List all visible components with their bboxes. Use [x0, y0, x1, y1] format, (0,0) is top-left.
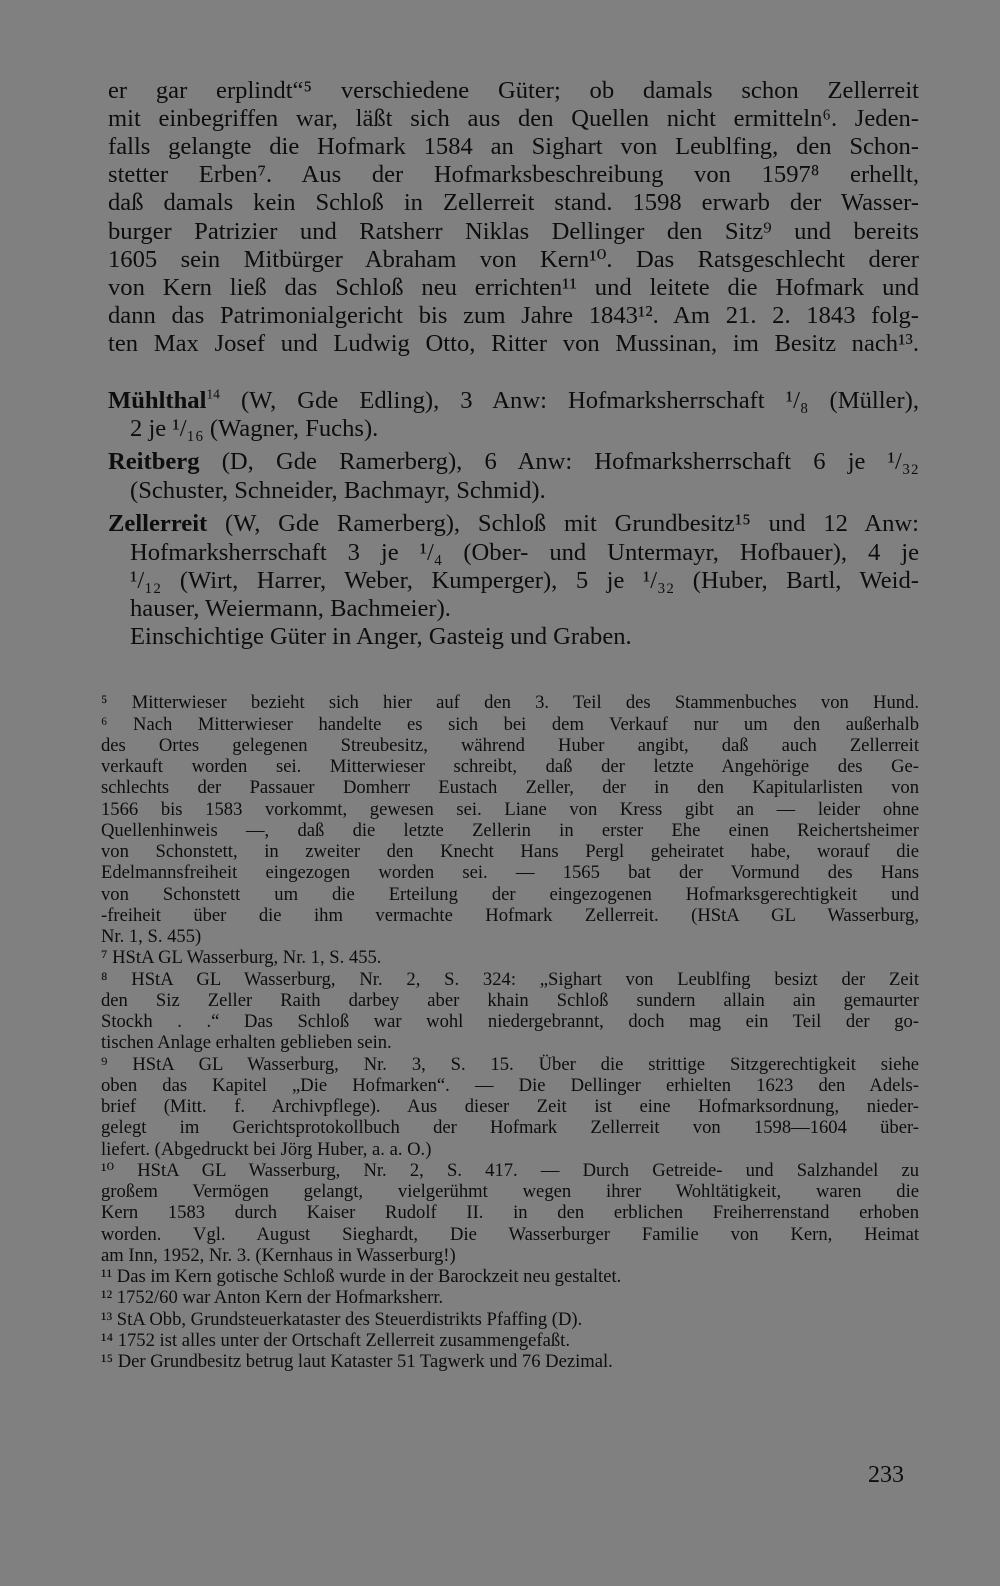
- footnote-line: -freiheit über die ihm vermachte Hofmark Zellerreit. (HStA GL Wasserburg,: [101, 905, 919, 926]
- footnote-line: schlechts der Passauer Domherr Eustach Zeller, der in den Kapitularlisten von: [101, 777, 919, 798]
- footnote-line: Edelmannsfreiheit eingezogen worden sei. — 1565 bat der Vormund des Hans: [101, 862, 919, 883]
- footnote-line: liefert. (Abgedruckt bei Jörg Huber, a. a. O.): [101, 1139, 432, 1160]
- footnote-line: gelegt im Gerichtsprotokollbuch der Hofmark Zellerreit von 1598—1604 über-: [101, 1117, 919, 1138]
- footnote-line: oben das Kapitel „Die Hofmarken“. — Die Dellinger erhielten 1623 den Adels-: [101, 1075, 919, 1096]
- footnote-line: Quellenhinweis —, daß die letzte Zellerin in erster Ehe einen Reichertsheimer: [101, 820, 919, 841]
- body-line: falls gelangte die Hofmark 1584 an Sighart von Leublfing, den Schon-: [108, 133, 919, 160]
- footnote-line: ¹⁴ 1752 ist alles unter der Ortschaft Zellerreit zusammengefaßt.: [101, 1330, 570, 1351]
- footnote-line: 1566 bis 1583 vorkommt, gewesen sei. Liane von Kress gibt an — leider ohne: [101, 799, 919, 820]
- footnote-line: von Schonstett um die Erteilung der eingezogenen Hofmarksgerechtigkeit und: [101, 884, 919, 905]
- entry-name: Reitberg: [108, 448, 200, 475]
- entry-muehlthal: [108, 386, 919, 415]
- footnote-line: großem Vermögen gelangt, vielgerühmt wegen ihrer Wohltätigkeit, waren die: [101, 1181, 919, 1202]
- body-line: daß damals kein Schloß in Zellerreit stand. 1598 erwarb der Wasser-: [108, 189, 919, 216]
- body-line: 1605 sein Mitbürger Abraham von Kern¹⁰. Das Ratsgeschlecht derer: [108, 246, 919, 273]
- body-line: stetter Erben⁷. Aus der Hofmarksbeschreibung von 1597⁸ erhellt,: [108, 161, 919, 188]
- entry-zellerreit: [108, 509, 919, 538]
- entry-text: (W, Gde Edling), 3 Anw: Hofmarksherrschaft ¹/₈ (Müller),: [240, 387, 919, 414]
- body-line: ten Max Josef und Ludwig Otto, Ritter von Mussinan, im Besitz nach¹³.: [108, 330, 919, 357]
- footnote-line: ⁶ Nach Mitterwieser handelte es sich bei dem Verkauf nur um den außerhalb: [101, 714, 919, 735]
- body-line: burger Patrizier und Ratsherr Niklas Dellinger den Sitz⁹ und bereits: [108, 218, 919, 245]
- footnote-line: ⁵ Mitterwieser bezieht sich hier auf den 3. Teil des Stammenbuches von Hund.: [101, 692, 919, 713]
- footnote-line: verkauft worden sei. Mitterwieser schreibt, daß der letzte Angehörige des Ge-: [101, 756, 919, 777]
- footnote-line: ⁷ HStA GL Wasserburg, Nr. 1, S. 455.: [101, 947, 382, 968]
- footnote-line: brief (Mitt. f. Archivpflege). Aus dieser Zeit ist eine Hofmarksordnung, nieder-: [101, 1096, 919, 1117]
- footnote-line: von Schonstett, in zweiter den Knecht Hans Pergl geheiratet habe, worauf die: [101, 841, 919, 862]
- footnote-line: Kern 1583 durch Kaiser Rudolf II. in den erblichen Freiherrenstand erhoben: [101, 1202, 919, 1223]
- footnote-line: ¹⁰ HStA GL Wasserburg, Nr. 2, S. 417. — Durch Getreide- und Salzhandel zu: [101, 1160, 919, 1181]
- footnote-line: ⁹ HStA GL Wasserburg, Nr. 3, S. 15. Über die strittige Sitzgerechtigkeit siehe: [101, 1054, 919, 1075]
- entry-line: Hofmarksherrschaft 3 je ¹/₄ (Ober- und Untermayr, Hofbauer), 4 je: [130, 539, 919, 566]
- footnote-line: ¹⁵ Der Grundbesitz betrug laut Kataster 51 Tagwerk und 76 Dezimal.: [101, 1351, 613, 1372]
- footnote-line: ¹² 1752/60 war Anton Kern der Hofmarksherr.: [101, 1287, 444, 1308]
- footnote-line: den Siz Zeller Raith darbey aber khain Schloß sundern allain ain gemaurter: [101, 990, 919, 1011]
- footnote-line: des Ortes gelegenen Streubesitz, während Huber angibt, daß auch Zellerreit: [101, 735, 919, 756]
- entry-name: Zellerreit: [108, 510, 208, 537]
- entry-line: (Schuster, Schneider, Bachmayr, Schmid).: [130, 477, 546, 504]
- entry-name: Mühlthal: [108, 387, 207, 414]
- footnote-line: ¹³ StA Obb, Grundsteuerkataster des Steuerdistrikts Pfaffing (D).: [101, 1309, 583, 1330]
- footnote-line: worden. Vgl. August Sieghardt, Die Wasserburger Familie von Kern, Heimat: [101, 1224, 919, 1245]
- body-line: mit einbegriffen war, läßt sich aus den Quellen nicht ermitteln⁶. Jeden-: [108, 105, 919, 132]
- footnote-line: am Inn, 1952, Nr. 3. (Kernhaus in Wasserburg!): [101, 1245, 456, 1266]
- entry-reitberg: [108, 447, 919, 476]
- footnote-ref: 14: [206, 386, 220, 402]
- footnote-line: ¹¹ Das im Kern gotische Schloß wurde in der Barockzeit neu gestaltet.: [101, 1266, 622, 1287]
- entry-line: Einschichtige Güter in Anger, Gasteig und Graben.: [130, 623, 632, 650]
- footnote-line: Stockh . .“ Das Schloß war wohl niedergebrannt, doch mag ein Teil der go-: [101, 1011, 919, 1032]
- footnote-line: tischen Anlage erhalten geblieben sein.: [101, 1032, 392, 1053]
- body-line: dann das Patrimonialgericht bis zum Jahre 1843¹². Am 21. 2. 1843 folg-: [108, 302, 919, 329]
- footnote-line: ⁸ HStA GL Wasserburg, Nr. 2, S. 324: „Sighart von Leublfing besizt der Zeit: [101, 969, 919, 990]
- body-line: er gar erplindt“⁵ verschiedene Güter; ob damals schon Zellerreit: [108, 77, 919, 104]
- entry-line: ¹/₁₂ (Wirt, Harrer, Weber, Kumperger), 5 je ¹/₃₂ (Huber, Bartl, Weid-: [130, 567, 919, 594]
- entry-line: 2 je ¹/₁₆ (Wagner, Fuchs).: [130, 415, 379, 442]
- entry-text: (W, Gde Ramerberg), Schloß mit Grundbesitz¹⁵ und 12 Anw:: [225, 510, 919, 537]
- entry-line: hauser, Weiermann, Bachmeier).: [130, 595, 451, 622]
- body-line: von Kern ließ das Schloß neu errichten¹¹ und leitete die Hofmark und: [108, 274, 919, 301]
- page-number: 233: [868, 1462, 904, 1488]
- footnote-line: Nr. 1, S. 455): [101, 926, 202, 947]
- entry-text: (D, Gde Ramerberg), 6 Anw: Hofmarksherrschaft 6 je ¹/₃₂: [221, 448, 919, 475]
